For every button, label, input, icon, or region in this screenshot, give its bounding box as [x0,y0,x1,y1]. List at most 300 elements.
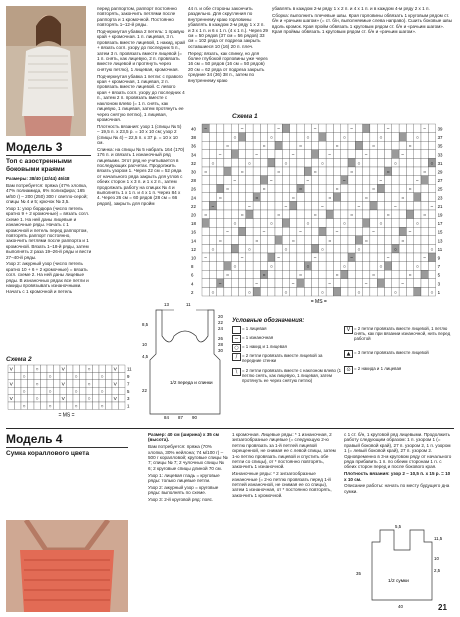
chart1-cell [341,124,348,133]
chart1-cell [399,124,406,133]
chart1-cell [348,193,355,202]
schem-label: 1/2 переда и спинки [170,380,213,385]
chart1-cell [377,167,384,176]
chart1-cell [392,262,399,271]
chart1-cell [377,270,384,279]
chart1-cell-symbol: − [204,255,208,262]
chart1-cell [224,150,231,159]
chart1-cell-symbol: ○ [218,195,222,202]
chart1-cell [297,210,304,219]
chart1-cell [239,176,246,185]
chart1-cell-symbol: − [342,178,346,185]
chart1-cell [355,227,362,236]
chart1-cell [275,133,282,142]
chart1-cell-symbol: ○ [423,212,427,219]
chart1-cell [406,236,413,245]
chart2-cell [21,365,28,372]
model4-title: Модель 4 [6,432,63,446]
chart1-cell [421,270,428,279]
chart1-cell [355,279,362,288]
chart2-cell-symbol: ○ [48,389,52,395]
chart1-cell [399,158,406,167]
chart1-cell [333,253,340,262]
chart1-cell [377,287,384,296]
chart2-cell [28,372,35,379]
chart2-cell [73,380,80,387]
chart1-cell-symbol: ○ [357,246,361,253]
chart1-cell [224,279,231,288]
chart2-cell [112,387,119,394]
chart1-cell [421,219,428,228]
chart1-cell [370,253,377,262]
chart1-row-label: 25 [437,186,443,192]
legend-text-knit: = 1 лицевая [242,326,267,331]
chart1-cell-symbol: ○ [233,135,237,142]
chart1-cell-symbol: ○ [364,238,368,245]
schem-dim-22b: 22 [142,388,147,393]
chart1-cell [333,219,340,228]
chart1-cell [224,133,231,142]
chart1-cell [268,150,275,159]
chart1-cell [275,270,282,279]
chart1-cell [326,210,333,219]
legend-title: Условные обозначения: [232,318,305,324]
chart1-cell [399,219,406,228]
chart1-row-label: 29 [437,169,443,175]
chart1-cell [341,287,348,296]
chart1-cell [414,124,421,133]
chart1-cell [355,236,362,245]
chart1-cell [246,236,253,245]
chart1-cell [268,158,275,167]
chart1-cell [239,227,246,236]
chart2-cell [80,380,87,387]
chart1-cell [209,193,216,202]
chart1-cell [370,124,377,133]
chart1-cell-symbol: ○ [306,221,310,228]
chart1-cell [239,193,246,202]
chart2-cell [93,395,100,402]
chart1-cell [421,176,428,185]
chart1-cell [355,253,362,262]
chart1-cell [421,287,428,296]
chart1-cell [224,219,231,228]
chart1-cell [355,262,362,271]
chart1-cell [202,193,209,202]
chart1-cell [428,227,435,236]
chart1-cell [428,253,435,262]
chart1-cell [333,201,340,210]
top-schematic-drawing [140,296,230,421]
chart2-cell-symbol: ○ [74,374,78,380]
chart2-cell [28,395,35,402]
model3-col2-p1: перед раппортом, раппорт постоянно повторять, закончить петлями после раппорта и 1 кромочной. Постоянно повторять 1–12-й ряды. [97,6,177,28]
chart1-cell [290,176,297,185]
chart1-cell-symbol: ○ [415,221,419,228]
chart1-cell [385,150,392,159]
chart1-cell [260,236,267,245]
chart1-cell-symbol: − [386,126,390,133]
chart1-cell [355,141,362,150]
chart2-cell [21,395,28,402]
chart2-cell [15,380,22,387]
chart1-cell [333,193,340,202]
chart2-cell-symbol: V [9,382,13,388]
chart1-cell [268,244,275,253]
chart1-cell [239,279,246,288]
schem-dim-10: 10 [142,342,147,347]
model4-title-rule [6,447,128,448]
chart1-cell [348,133,355,142]
chart1-cell [406,193,413,202]
chart1-cell [231,184,238,193]
chart1-cell [253,167,260,176]
chart1-cell [363,287,370,296]
schem-dim-85: 8,5 [142,322,149,327]
legend-text-yo: = 1 накид и 1 лицевая [242,344,287,349]
chart1-cell [421,150,428,159]
chart1-row-label: 7 [437,264,441,270]
chart1-row-label-even: 24 [191,195,196,201]
chart1-grid [190,120,454,315]
chart1-cell-symbol: ○ [306,264,310,271]
chart1-cell [304,236,311,245]
chart1-cell [363,133,370,142]
chart2-cell [54,402,61,409]
chart1-cell-symbol: ○ [379,221,383,228]
chart2-cell-symbol: ○ [35,397,39,403]
chart1-cell [370,176,377,185]
chart2-cell [80,395,87,402]
chart1-cell-symbol: ○ [372,186,376,193]
chart1-cell-symbol: ○ [262,186,266,193]
chart1-cell [202,176,209,185]
chart1-cell-symbol: − [204,126,208,133]
chart1-cell [319,167,326,176]
chart1-cell [421,236,428,245]
chart1-cell [414,167,421,176]
chart1-cell [217,262,224,271]
chart1-cell-symbol: − [218,152,222,159]
chart2-cell-symbol: ○ [22,389,26,395]
chart1-cell [297,262,304,271]
chart2-cell-symbol: ○ [87,382,91,388]
chart1-cell [304,227,311,236]
chart1-cell [341,184,348,193]
chart1-cell-symbol: ○ [291,238,295,245]
chart1-cell [290,210,297,219]
chart1-cell [253,262,260,271]
chart2-cell-symbol: V [113,367,117,373]
chart1-cell [312,158,319,167]
chart1-row-label: 17 [437,221,443,227]
chart1-cell [268,287,275,296]
chart1-cell [333,287,340,296]
chart2-cell [80,387,87,394]
chart1-cell [319,133,326,142]
chart1-cell [363,210,370,219]
chart2-cell [112,402,119,409]
model4-photo-illustration [6,520,128,612]
model4-col1-p2: Вам потребуется: пряжа (70% хлопка, 30% нейлона; 74 м/100 г) – 500 г коралловой; круговые спицы № 7; спицы № 7; 2 чулочных спицы № 6; 2 круговые спицы длиной 70 см. [148,444,228,471]
chart1-cell-symbol: ○ [313,169,317,176]
chart1-cell [268,141,275,150]
chart1-cell [370,210,377,219]
chart1-cell [239,262,246,271]
chart1-cell [246,176,253,185]
chart1-cell [406,244,413,253]
chart1-cell [209,150,216,159]
legend-sym-k2tog: / [232,353,241,361]
chart1-cell [341,244,348,253]
chart1-row-label: 35 [437,143,443,149]
chart1-cell [326,227,333,236]
chart1-cell [326,244,333,253]
model3-title-rule [6,155,91,156]
chart1-cell [348,270,355,279]
chart1-cell [209,270,216,279]
chart2-cell [93,387,100,394]
model4-col2-p1: 1 кромочная. Лицевые ряды: * 1 изнаночная, 2 зигзагообразные лицевые (= следующую 2-ю петлю провязать за 1-й петлей лицевой скрещенной, не снимая ее с левой спицы, затем 1-ю петлю провязать лицевой и спустить обе петли со спицы), от * постоянно повторять, закончить 1 изнаночной. [232,432,336,470]
chart1-cell-symbol: ○ [269,264,273,271]
chart1-cell [392,253,399,262]
bag-dim-55: 5,5 [395,524,402,529]
chart1-cell-symbol: ○ [372,272,376,279]
chart1-cell [319,236,326,245]
chart2-cell [15,372,22,379]
chart1-cell [406,167,413,176]
legend-sym-purl: − [232,335,241,343]
model3-col3 [188,6,268,111]
chart1-cell [333,158,340,167]
chart2-cell [93,372,100,379]
schem-dim-22: 22 [218,320,223,325]
chart1-cell [392,141,399,150]
chart1-cell [282,124,289,133]
chart1-cell [268,124,275,133]
legend-text-k3tog: = 3 петли провязать вместе лицевой [354,350,429,355]
chart1-cell [209,167,216,176]
chart1-cell [231,167,238,176]
chart1-cell [304,184,311,193]
chart1-cell-symbol: − [364,281,368,288]
legend-sym-knit [232,326,241,334]
chart1-cell [297,176,304,185]
chart1-cell [341,193,348,202]
chart1-cell [333,176,340,185]
chart1-cell [319,253,326,262]
chart2-cell [93,402,100,409]
chart1-cell-symbol: ○ [240,212,244,219]
chart1-cell-symbol: ○ [269,221,273,228]
chart1-cell [282,210,289,219]
chart1-cell [399,270,406,279]
chart1-cell [326,167,333,176]
model4-col3-p3: Описание работы: начать по месту будущего дна сумки. [344,483,450,494]
chart2-cell-symbol: ○ [100,389,104,395]
chart1-cell-symbol: − [350,126,354,133]
chart1-cell [333,133,340,142]
chart1-row-label-even: 18 [191,221,196,227]
chart1-cell-symbol: − [291,281,295,288]
chart1-row-label: 21 [437,203,443,209]
chart1-cell [312,219,319,228]
chart1-cell [370,133,377,142]
chart1-cell [421,244,428,253]
chart1-cell [253,176,260,185]
chart1-cell-symbol: ○ [401,195,405,202]
chart1-cell [231,124,238,133]
chart1-cell [406,219,413,228]
chart1 [190,120,454,315]
chart1-cell [224,244,231,253]
legend-sym-slip: V [344,326,353,334]
chart1-cell [304,141,311,150]
chart1-cell [428,193,435,202]
chart1-cell [217,287,224,296]
chart1-cell [246,167,253,176]
chart1-cell [297,279,304,288]
chart1-cell [355,193,362,202]
chart1-cell [290,244,297,253]
chart1-cell [348,158,355,167]
chart1-cell-symbol: − [313,126,317,133]
chart1-cell [282,227,289,236]
chart1-cell-symbol: ○ [247,289,251,296]
chart1-cell [414,279,421,288]
chart1-cell [377,158,384,167]
chart1-cell [399,184,406,193]
chart1-cell [414,193,421,202]
chart2-cell [28,402,35,409]
chart2-cell [41,402,48,409]
chart2-cell [41,380,48,387]
chart1-cell [406,124,413,133]
chart1-cell [246,253,253,262]
chart1-cell-symbol: − [372,229,376,236]
chart1-cell [209,227,216,236]
chart1-cell [377,184,384,193]
chart1-cell [239,150,246,159]
chart1-cell [363,253,370,262]
chart2-cell [112,372,119,379]
chart1-row-label-even: 22 [191,203,196,209]
chart1-row-label: 15 [437,229,443,235]
chart1-cell [428,219,435,228]
chart1-cell [217,124,224,133]
chart1-cell [217,253,224,262]
chart1-cell [260,133,267,142]
chart2-cell-symbol: V [9,367,13,373]
chart1-cell [297,133,304,142]
chart1-cell-symbol: − [262,229,266,236]
chart1-cell [363,167,370,176]
chart1-cell [268,167,275,176]
chart1-cell [385,176,392,185]
chart1-cell [231,227,238,236]
chart1-cell-symbol: ○ [386,212,390,219]
chart1-cell-symbol: − [335,229,339,236]
chart1-cell [341,227,348,236]
chart1-cell-symbol: ○ [240,169,244,176]
chart1-cell-symbol: − [277,255,281,262]
chart1-cell [304,253,311,262]
model4-col1-p3: Узор 1: лицевая гладь = круговые ряды: только лицевые петли. [148,472,220,484]
chart1-cell-symbol: − [430,203,434,210]
chart1-cell [253,270,260,279]
chart1-cell [421,141,428,150]
chart1-cell [428,270,435,279]
chart1-cell [326,287,333,296]
chart2-cell [28,387,35,394]
chart1-cell [319,184,326,193]
chart1-cell-symbol: − [415,178,419,185]
chart1-row-label: 37 [437,135,443,141]
chart1-cell [428,184,435,193]
chart1-cell-symbol: − [277,126,281,133]
chart1-cell [406,133,413,142]
model4-col2-p2: Изнаночные ряды: * 2 зигзагообразные изнаночные (= 2-ю петлю провязать перед 1-й петлей изнаночной, не снимая ее со спицы), затем 1 изнаночная, от * постоянно повторять, закончить 1 кромочной. [232,471,332,498]
chart1-cell [202,270,209,279]
chart1-cell [326,253,333,262]
chart1-cell [312,227,319,236]
chart1-cell [224,176,231,185]
chart1-cell [282,193,289,202]
chart1-cell [304,158,311,167]
chart1-cell-symbol: ○ [255,195,259,202]
chart1-cell-symbol: ○ [408,186,412,193]
chart1-cell [231,270,238,279]
chart1-cell-symbol: − [218,281,222,288]
chart1-cell [209,141,216,150]
chart1-cell [333,124,340,133]
chart1-cell [290,124,297,133]
chart1-cell [246,270,253,279]
chart1-cell [348,244,355,253]
chart1-cell [239,158,246,167]
chart1-cell [333,210,340,219]
chart1-cell-symbol: ○ [247,160,251,167]
chart1-cell [239,236,246,245]
chart1-cell [377,201,384,210]
chart1-cell [268,236,275,245]
chart1-cell [231,287,238,296]
chart2-cell-symbol: ○ [48,374,52,380]
chart1-rapport-label: = MS = [310,299,327,305]
chart1-cell-symbol: ○ [430,160,434,167]
chart1-cell [304,210,311,219]
chart1-cell [304,244,311,253]
chart1-cell [282,262,289,271]
chart1-cell-symbol: ○ [226,143,230,150]
model3-col3-p2: Перед: вязать, как спинку, но для более глубокой горловины уже через 16 см = 50 рядов (16 см = 50 рядов) 20 см = 62 ряда от подреза закрыть средние 34 (36) 38 п., затем по внутреннему краю [188,50,268,83]
model3-col2-p3: Подчеркнутая убавка 1 петли: с правого края + кромочная, 1 лицевая, 2 п. провязать вместе лицевой. С левого края + вязать согл. узору до последних 4 п., затем 2 п. провязать вместе с наклоном влево (= 1 п. снять, как лицевую, 1 лицевая, затем протянуть ее через снятую петлю), 1 лицевая, кромочная. [97,73,185,122]
schem-dim-11: 11 [186,302,191,307]
chart1-cell [282,236,289,245]
model3-title: Модель 3 [6,140,63,154]
chart1-cell [290,141,297,150]
section-divider [6,428,454,429]
chart1-cell-symbol: ○ [372,143,376,150]
chart1-cell-symbol: ○ [350,212,354,219]
schem-dim-45: 4,5 [142,354,149,359]
chart2-cell [119,395,126,402]
chart1-cell-symbol: − [379,178,383,185]
bag-schematic [352,520,452,610]
chart1-cell [377,210,384,219]
chart1-cell [392,124,399,133]
chart1-cell [253,158,260,167]
